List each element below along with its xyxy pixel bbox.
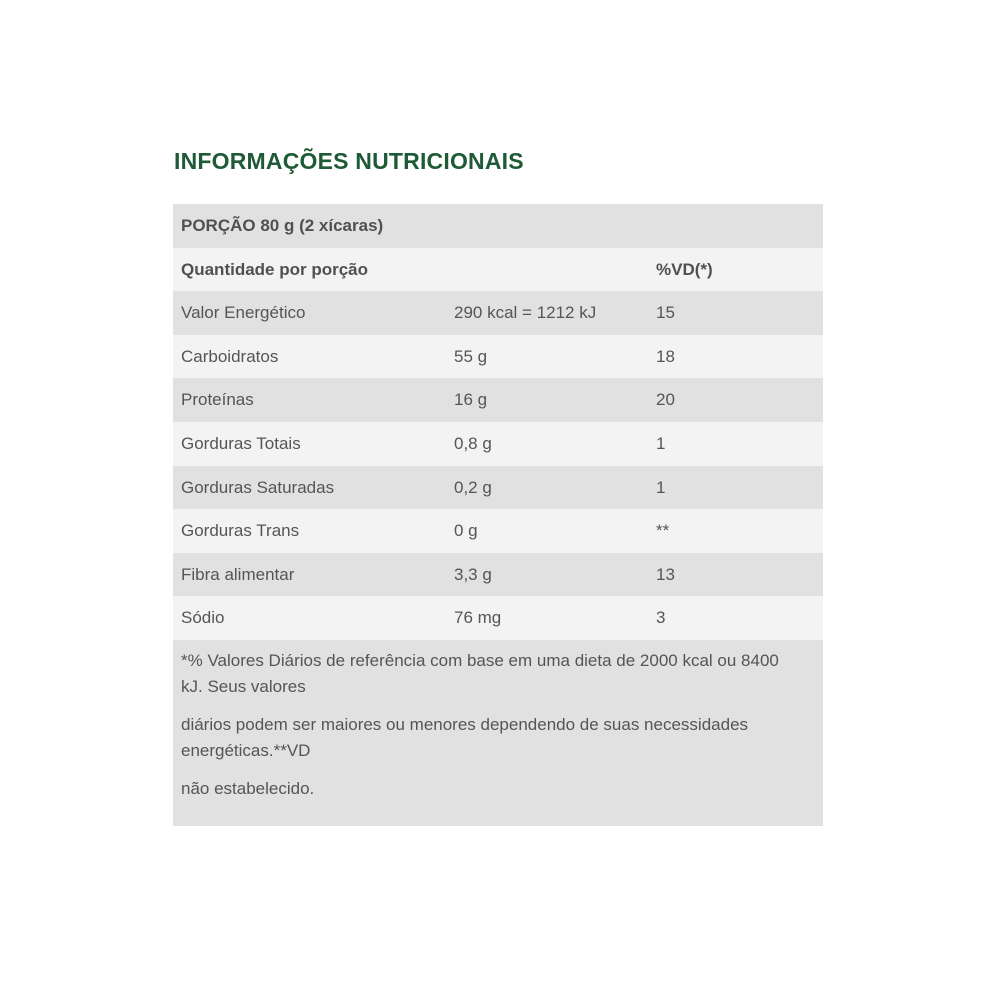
footnote-text: diários podem ser maiores ou menores dependendo de suas necessidades energéticas.**VD [181, 714, 749, 760]
table-row [173, 509, 823, 553]
nutrient-amount: 76 mg [454, 608, 502, 628]
nutrition-table [173, 204, 823, 826]
page-title: INFORMAÇÕES NUTRICIONAIS [174, 148, 524, 174]
nutrient-amount: 3,3 g [454, 564, 492, 584]
nutrient-name: Gorduras Saturadas [181, 477, 335, 497]
nutrient-vd: 13 [656, 564, 675, 584]
nutrient-amount: 0 g [454, 521, 478, 541]
table-row [173, 596, 823, 640]
nutrient-name: Sódio [181, 608, 225, 628]
table-row [173, 378, 823, 422]
nutrient-vd: 1 [656, 477, 666, 497]
nutrient-vd: ** [656, 521, 670, 541]
nutrient-vd: 18 [656, 346, 675, 366]
nutrient-amount: 16 g [454, 390, 488, 410]
nutrient-name: Gorduras Totais [181, 433, 301, 453]
nutrient-vd: 3 [656, 608, 666, 628]
footnote-text: não estabelecido. [181, 778, 315, 798]
table-row [173, 466, 823, 510]
nutrient-name: Fibra alimentar [181, 564, 295, 584]
nutrient-vd: 15 [656, 303, 675, 323]
portion-label: PORÇÃO 80 g (2 xícaras) [181, 216, 384, 235]
nutrient-name: Carboidratos [181, 346, 279, 366]
vd-header: %VD(*) [656, 259, 713, 279]
header-row [173, 248, 823, 292]
portion-row [173, 204, 823, 248]
nutrient-amount: 55 g [454, 346, 488, 366]
nutrient-amount: 290 kcal = 1212 kJ [454, 303, 597, 323]
nutrient-vd: 1 [656, 433, 666, 453]
nutrient-name: Valor Energético [181, 303, 306, 323]
nutrient-name: Proteínas [181, 390, 254, 410]
table-row [173, 335, 823, 379]
table-row [173, 291, 823, 335]
footnote-block [173, 640, 823, 826]
footnote-text: *% Valores Diários de referência com base em uma dieta de 2000 kcal ou 8400 kJ. Seus valores [181, 650, 779, 696]
nutrient-amount: 0,2 g [454, 477, 492, 497]
table-row [173, 553, 823, 597]
quantity-header: Quantidade por porção [181, 259, 369, 279]
nutrient-amount: 0,8 g [454, 433, 492, 453]
nutrient-name: Gorduras Trans [181, 521, 300, 541]
nutrient-vd: 20 [656, 390, 675, 410]
table-row [173, 422, 823, 466]
